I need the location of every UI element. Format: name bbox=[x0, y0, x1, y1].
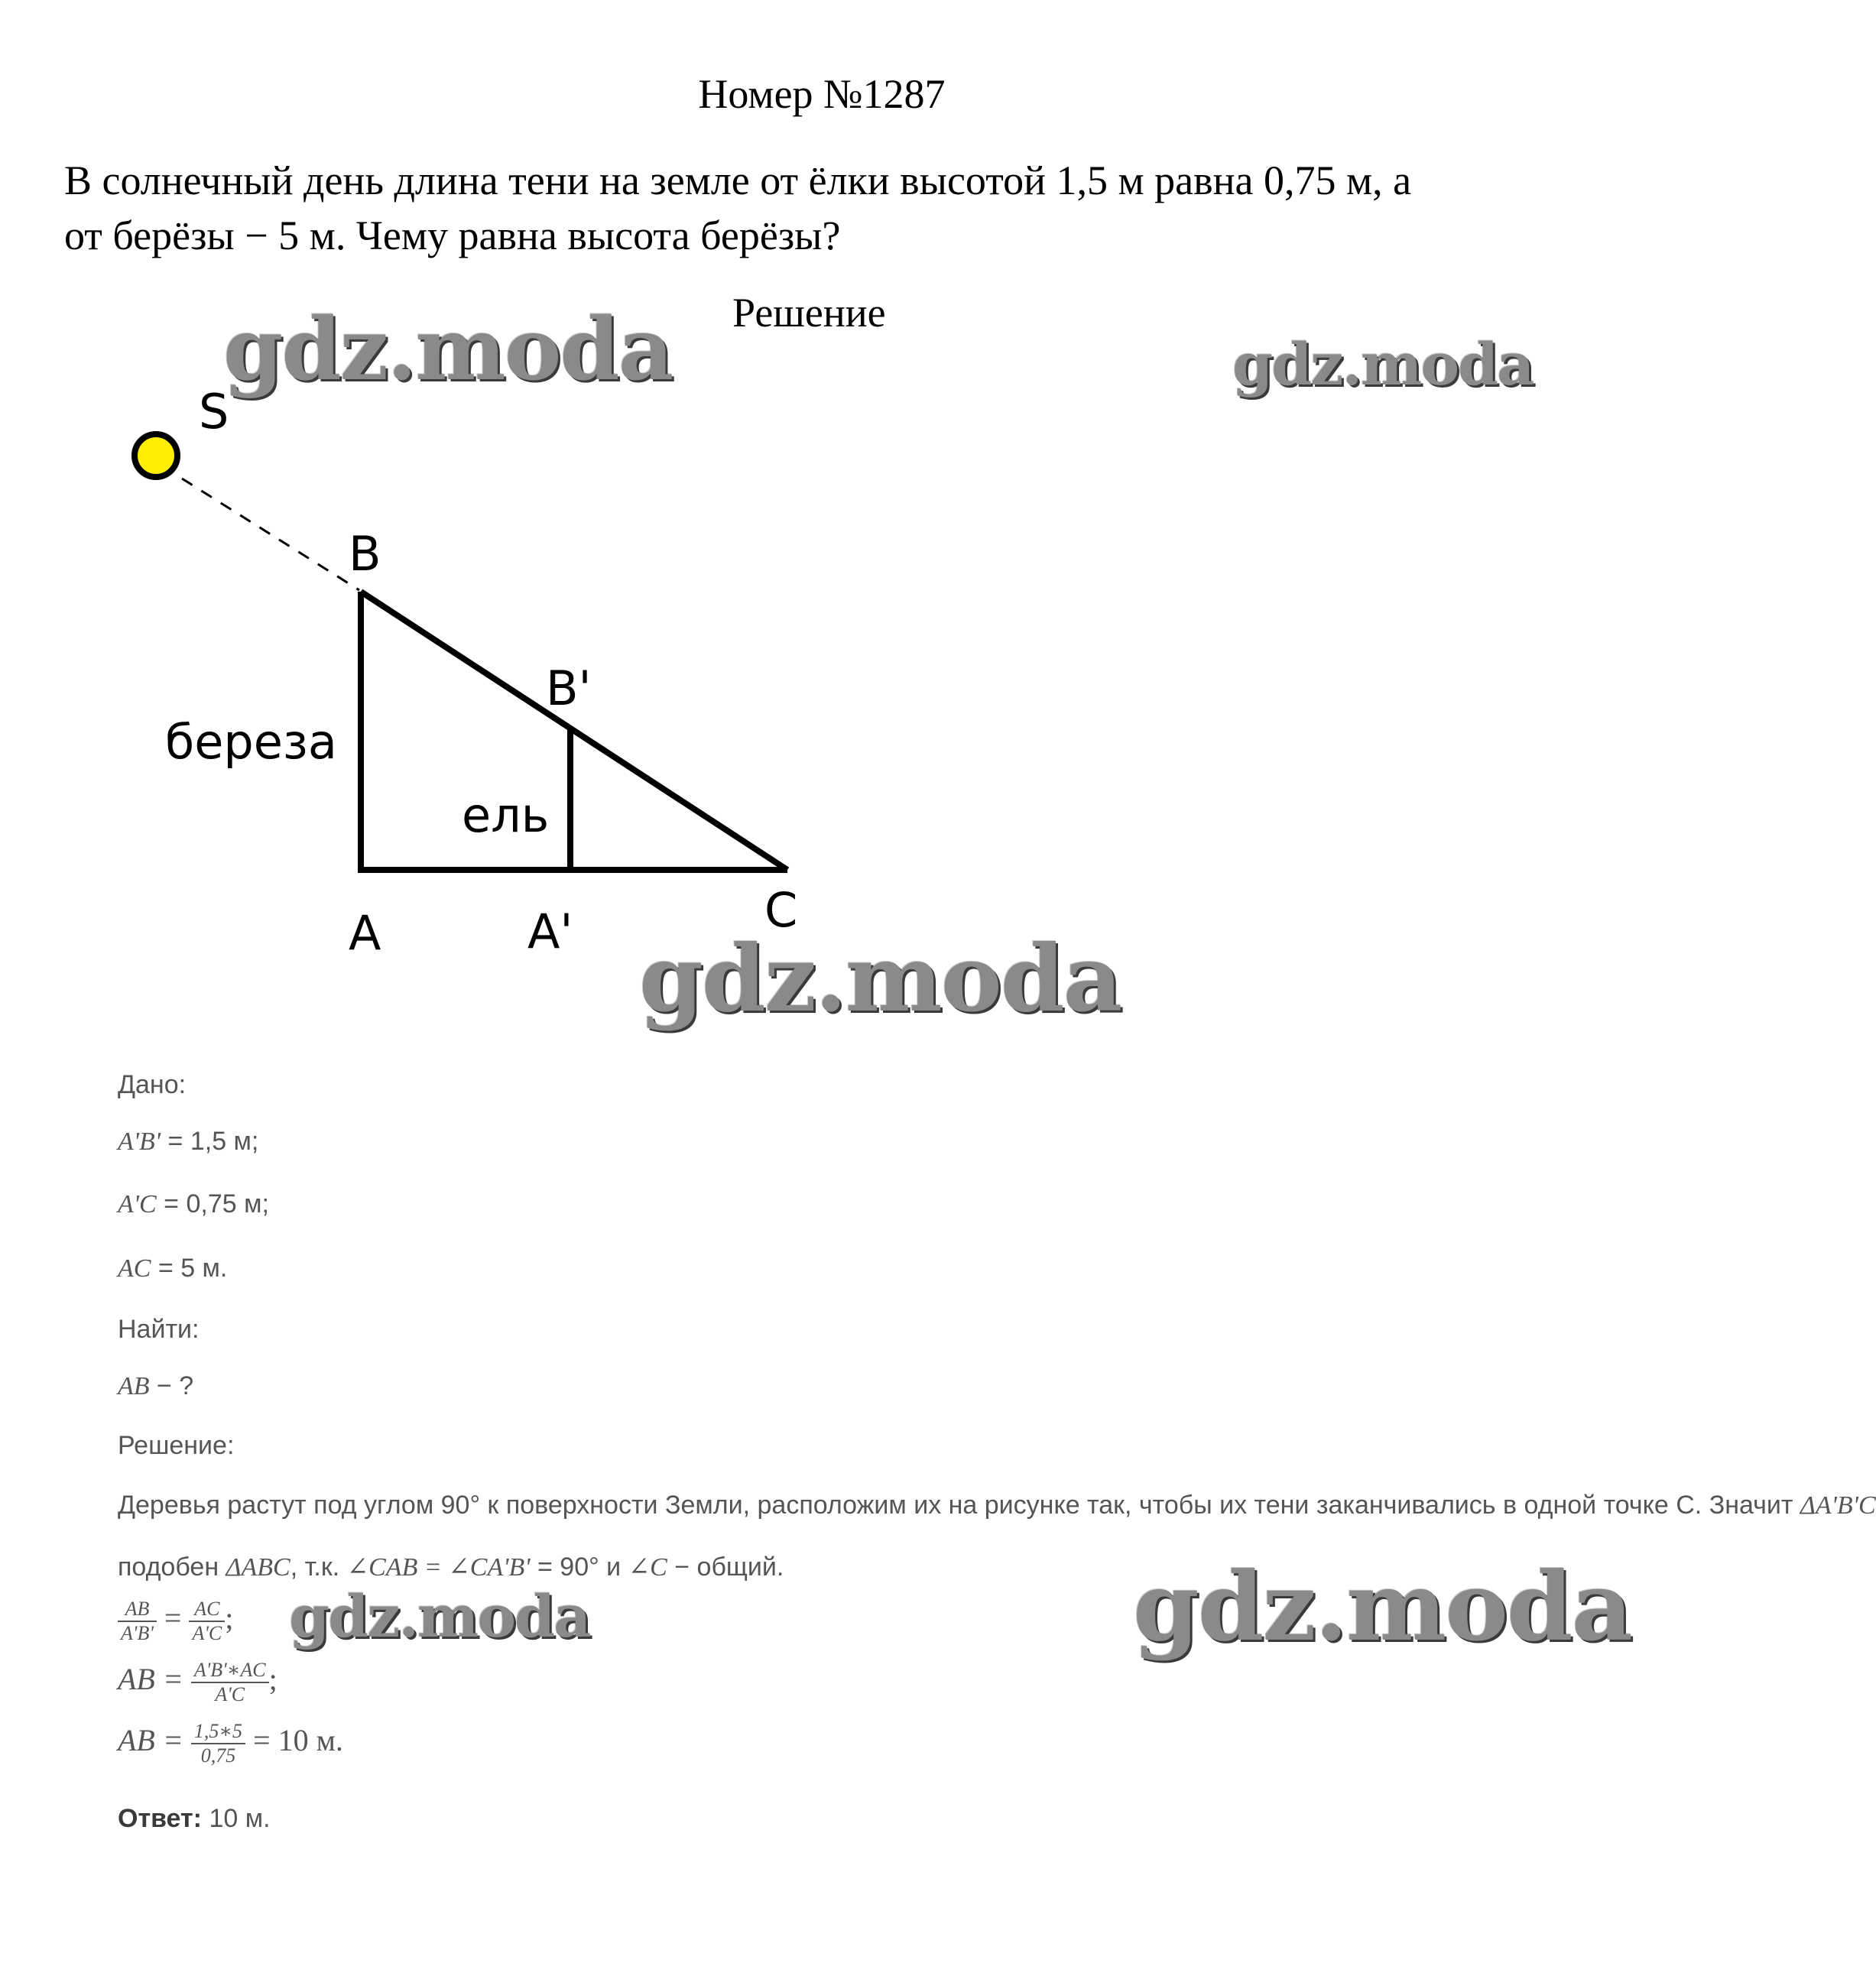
label-fir: ель bbox=[462, 787, 550, 843]
geometry-diagram bbox=[0, 0, 1682, 994]
answer-line: Ответ: 10 м. bbox=[118, 1804, 271, 1833]
solution-text-1: Деревья растут под углом 90° к поверхности Земли, расположим их на рисунке так, чтобы их тени заканчивались в одной точке С. Значит ΔA'B'C bbox=[118, 1491, 1876, 1520]
label-birch: береза bbox=[165, 714, 337, 770]
watermark-logo: gdz.moda bbox=[639, 925, 1121, 1033]
hypotenuse-bc bbox=[361, 592, 787, 870]
equation-proportion: $\frac{AB}{A'B'}$ = $\frac{AC}{A'C}$ ; bbox=[118, 1598, 233, 1645]
find-label: Найти: bbox=[118, 1315, 200, 1344]
page-title: Номер №1287 bbox=[698, 71, 946, 117]
sun-ray-dashed bbox=[182, 479, 359, 590]
solution-text-2: подобен ΔABC, т.к. ∠CAB = ∠CA'B' = 90° и ∠C − общий. bbox=[118, 1553, 784, 1582]
solution-heading: Решение bbox=[732, 290, 886, 336]
sun-icon bbox=[135, 434, 177, 477]
given-item: A'B' = 1,5 м; bbox=[118, 1127, 259, 1156]
find-item: AB − ? bbox=[118, 1371, 194, 1400]
label-b: B bbox=[349, 526, 381, 582]
label-a-prime: A' bbox=[527, 904, 573, 959]
watermark-logo: gdz.moda bbox=[1133, 1552, 1631, 1663]
given-item: A'C = 0,75 м; bbox=[118, 1189, 269, 1218]
label-b-prime: B' bbox=[546, 660, 592, 716]
problem-line-2: от берёзы − 5 м. Чему равна высота берёзы? bbox=[64, 213, 841, 258]
solution-label: Решение: bbox=[118, 1431, 235, 1460]
equation-compute-ab: AB = $\frac{1,5∗5}{0,75}$ = 10 м. bbox=[118, 1720, 343, 1767]
watermark-logo: gdz.moda bbox=[289, 1582, 590, 1650]
label-c: C bbox=[764, 882, 798, 938]
equation-express-ab: AB = $\frac{A'B'∗AC}{A'C}$ ; bbox=[118, 1659, 278, 1705]
watermark-logo: gdz.moda bbox=[223, 300, 673, 400]
problem-line-1: В солнечный день длина тени на земле от ёлки высотой 1,5 м равна 0,75 м, а bbox=[64, 157, 1412, 203]
given-label: Дано: bbox=[118, 1070, 187, 1099]
label-s: S bbox=[199, 384, 229, 440]
label-a: A bbox=[349, 905, 381, 961]
watermark-logo: gdz.moda bbox=[1232, 330, 1534, 398]
given-item: AC = 5 м. bbox=[118, 1254, 228, 1283]
